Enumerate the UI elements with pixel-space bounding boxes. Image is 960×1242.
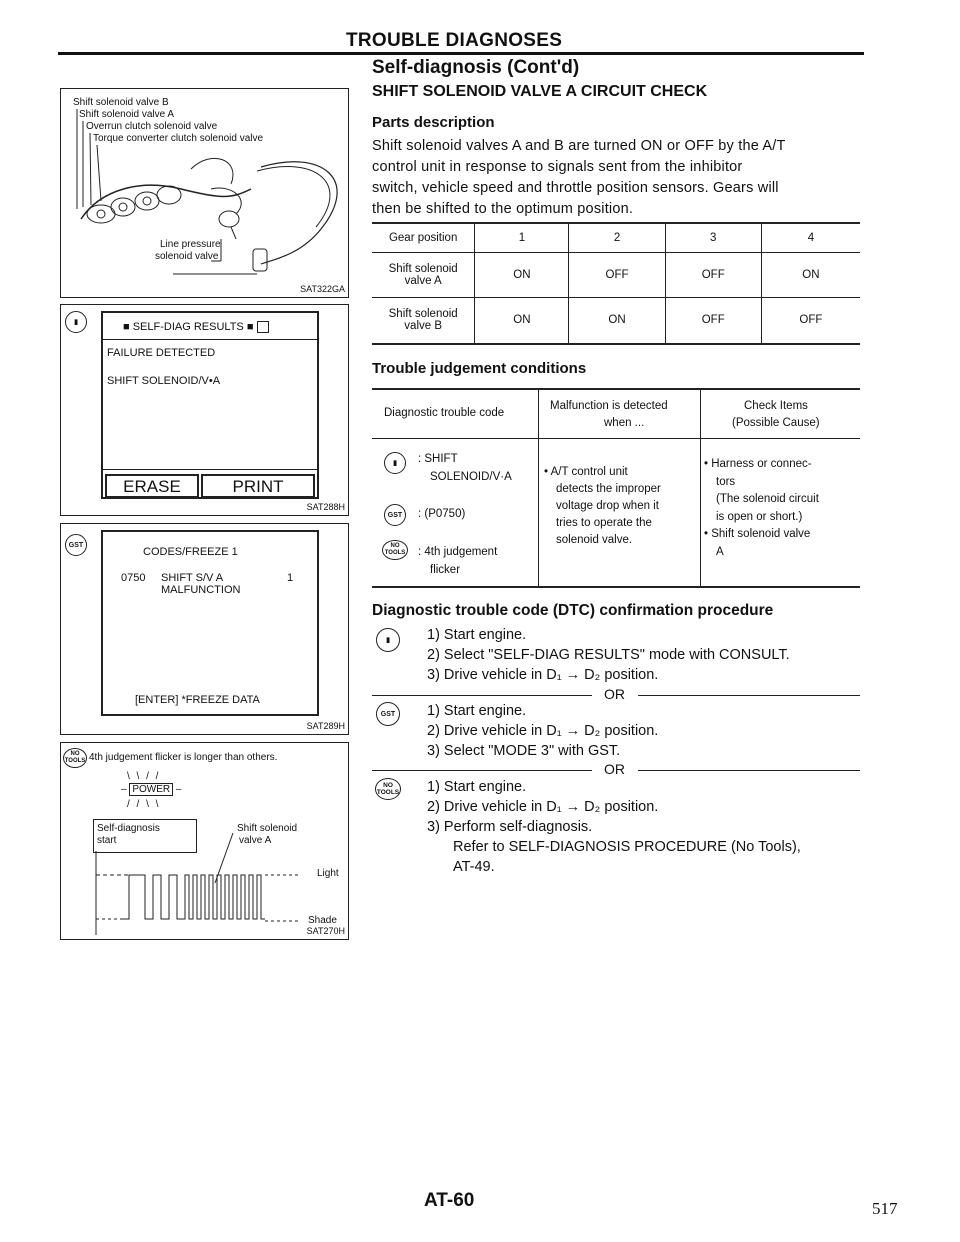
- erase-button[interactable]: ERASE: [105, 474, 199, 498]
- label-line-pressure: Line pressure: [160, 239, 221, 250]
- or-rule: [372, 770, 592, 771]
- or-rule: [372, 695, 592, 696]
- page-label: AT-60: [424, 1190, 475, 1211]
- cond-line: • A/T control unit: [544, 466, 628, 478]
- label-overrun-clutch: Overrun clutch solenoid valve: [86, 121, 218, 132]
- check-line: • Shift solenoid valve: [704, 528, 811, 540]
- self-diag-label-1: Self-diagnosis: [97, 823, 160, 834]
- check-items: [704, 456, 819, 561]
- cond-line: solenoid valve.: [556, 534, 633, 546]
- dtc-consult-2: SOLENOID/V·A: [430, 471, 512, 483]
- gst-display: [101, 530, 319, 716]
- row-label: Shift solenoid: [388, 262, 458, 275]
- col-header-cause: (Possible Cause): [732, 417, 820, 429]
- label-solenoid-valve: solenoid valve: [155, 251, 219, 262]
- table-cell: 3: [665, 224, 761, 252]
- dtc-count: 1: [287, 572, 294, 584]
- parts-line: then be shifted to the optimum position.: [372, 201, 634, 217]
- light-label: Light: [317, 868, 339, 879]
- step-3: 3) Perform self-diagnosis.: [427, 819, 593, 835]
- page-number: 517: [872, 1199, 898, 1218]
- check-line: A: [716, 545, 724, 558]
- rays-bottom: / / \ \: [127, 799, 161, 810]
- flicker-waveform: [61, 743, 348, 939]
- section-subtitle: SHIFT SOLENOID VALVE A CIRCUIT CHECK: [372, 83, 708, 100]
- shade-label: Shade: [308, 915, 337, 926]
- cond-line: detects the improper: [556, 483, 661, 495]
- dtc-code: 0750: [121, 572, 146, 584]
- table-row: [372, 224, 860, 252]
- label-torque-converter: Torque converter clutch solenoid valve: [93, 133, 264, 144]
- or-rule: [638, 770, 860, 771]
- col-header-when: when ...: [604, 417, 645, 429]
- judgement-heading: Trouble judgement conditions: [372, 360, 587, 377]
- dtc-heading: Diagnostic trouble code (DTC) confirmation procedure: [372, 602, 774, 619]
- table-cell: [372, 297, 475, 344]
- table-cell: OFF: [665, 297, 761, 344]
- col-header-check: Check Items: [744, 400, 808, 412]
- failure-detected: FAILURE DETECTED: [107, 347, 216, 359]
- figure-code: SAT270H: [306, 926, 345, 936]
- step-2: 2) Drive vehicle in D₁ → D₂ position.: [427, 723, 659, 739]
- figure-solenoid-valves: [60, 88, 349, 298]
- codes-freeze-title: CODES/FREEZE 1: [143, 546, 238, 558]
- row-label: valve A: [404, 274, 442, 287]
- col-header-malfunction: Malfunction is detected: [550, 400, 668, 412]
- or-rule: [638, 695, 860, 696]
- rays-top: \ \ / /: [127, 771, 161, 782]
- table-cell: ON: [475, 297, 569, 344]
- step-2: 2) Drive vehicle in D₁ → D₂ position.: [427, 799, 659, 815]
- table-cell: 4: [761, 224, 860, 252]
- figure-code: SAT289H: [306, 721, 345, 731]
- shift-valve-label-2: valve A: [239, 835, 272, 846]
- or-label: OR: [604, 686, 625, 702]
- table-row: [372, 252, 860, 297]
- row-label: Shift solenoid: [388, 308, 458, 321]
- step-3-page: AT-49.: [453, 859, 495, 875]
- table-row: [372, 297, 860, 344]
- parts-line: Shift solenoid valves A and B are turned ON or OFF by the A/T: [372, 138, 786, 154]
- parts-heading: Parts description: [372, 114, 495, 131]
- consult-icon: ▮: [384, 452, 406, 474]
- check-line: (The solenoid circuit: [716, 493, 819, 505]
- table-cell: ON: [475, 252, 569, 297]
- step-2: 2) Select "SELF-DIAG RESULTS" mode with CONSULT.: [427, 647, 790, 663]
- gst-icon: GST: [65, 534, 87, 556]
- col-divider: [700, 390, 701, 586]
- table-cell: OFF: [761, 297, 860, 344]
- col-header-dtc: Diagnostic trouble code: [384, 407, 505, 419]
- label-shift-solenoid-a: Shift solenoid valve A: [79, 109, 175, 120]
- dtc-sub: MALFUNCTION: [161, 584, 241, 596]
- check-line: tors: [716, 475, 736, 488]
- consult-icon: ▮: [65, 311, 87, 333]
- parts-description: [372, 136, 786, 220]
- figure-code: SAT288H: [306, 502, 345, 512]
- dtc-consult-1: : SHIFT: [418, 453, 458, 465]
- figure-consult-screen: [60, 304, 349, 516]
- no-tools-icon: NO TOOLS: [63, 748, 87, 768]
- or-label: OR: [604, 761, 625, 777]
- malfunction-condition: [544, 464, 661, 549]
- table-cell: OFF: [569, 252, 665, 297]
- dtc-name: SHIFT S/V A: [161, 572, 224, 584]
- divider: [103, 339, 317, 340]
- table-cell: ON: [569, 297, 665, 344]
- table-cell: 1: [475, 224, 569, 252]
- page-header-title: TROUBLE DIAGNOSES: [346, 30, 563, 51]
- self-diag-label-2: start: [97, 835, 117, 846]
- dtc-gst: : (P0750): [418, 508, 466, 520]
- parts-line: switch, vehicle speed and throttle position sensors. Gears will: [372, 180, 779, 196]
- gst-icon: GST: [384, 504, 406, 526]
- step-3: 3) Drive vehicle in D₁ → D₂ position.: [427, 667, 659, 683]
- dtc-notools-2: flicker: [430, 564, 461, 576]
- table-cell: [372, 252, 475, 297]
- step-3: 3) Select "MODE 3" with GST.: [427, 743, 621, 759]
- label-shift-solenoid-b: Shift solenoid valve B: [73, 97, 169, 108]
- step-1: 1) Start engine.: [427, 703, 527, 719]
- square-icon: ■: [123, 321, 130, 333]
- row-divider: [372, 438, 860, 439]
- table-cell: 2: [569, 224, 665, 252]
- col-divider: [538, 390, 539, 586]
- parts-line: control unit in response to signals sent from the inhibitor: [372, 159, 743, 175]
- power-lamp: POWER: [129, 783, 173, 796]
- screen-title: SELF-DIAG RESULTS: [132, 321, 244, 333]
- flicker-caption: 4th judgement flicker is longer than others.: [89, 752, 278, 763]
- section-title: Self-diagnosis (Cont'd): [372, 57, 580, 78]
- table-cell: OFF: [665, 252, 761, 297]
- square-icon: ■: [246, 321, 254, 333]
- table-cell: ON: [761, 252, 860, 297]
- no-tools-icon: NO TOOLS: [382, 540, 408, 560]
- enter-freeze: [ENTER] *FREEZE DATA: [135, 694, 260, 706]
- shift-valve-label-1: Shift solenoid: [237, 823, 298, 834]
- cond-line: voltage drop when it: [556, 500, 659, 512]
- consult-icon: ▮: [376, 628, 400, 652]
- figure-flicker: [60, 742, 349, 940]
- power-row: – POWER –: [121, 784, 182, 795]
- figure-gst-screen: [60, 523, 349, 735]
- checkbox-icon: [257, 321, 269, 333]
- step-1: 1) Start engine.: [427, 627, 527, 643]
- step-3-ref: Refer to SELF-DIAGNOSIS PROCEDURE (No Tools),: [453, 839, 801, 855]
- dtc-notools-1: : 4th judgement: [418, 546, 498, 558]
- header-rule: [58, 52, 864, 55]
- cond-line: tries to operate the: [556, 517, 652, 529]
- print-button[interactable]: PRINT: [201, 474, 315, 498]
- row-label: valve B: [404, 320, 443, 333]
- step-1: 1) Start engine.: [427, 779, 527, 795]
- gst-icon: GST: [376, 702, 400, 726]
- check-line: is open or short.): [716, 510, 803, 523]
- no-tools-icon: NO TOOLS: [375, 778, 401, 800]
- table-cell: Gear position: [388, 231, 458, 244]
- solenoid-valve-drawing: [61, 89, 348, 297]
- judgement-table: [372, 388, 860, 588]
- screen-title-row: [123, 321, 269, 333]
- check-line: • Harness or connec-: [704, 458, 812, 470]
- gear-position-table: [372, 224, 860, 345]
- divider: [103, 469, 317, 470]
- failure-item: SHIFT SOLENOID/V•A: [107, 375, 221, 387]
- consult-display: [101, 311, 319, 499]
- figure-code: SAT322GA: [300, 284, 345, 294]
